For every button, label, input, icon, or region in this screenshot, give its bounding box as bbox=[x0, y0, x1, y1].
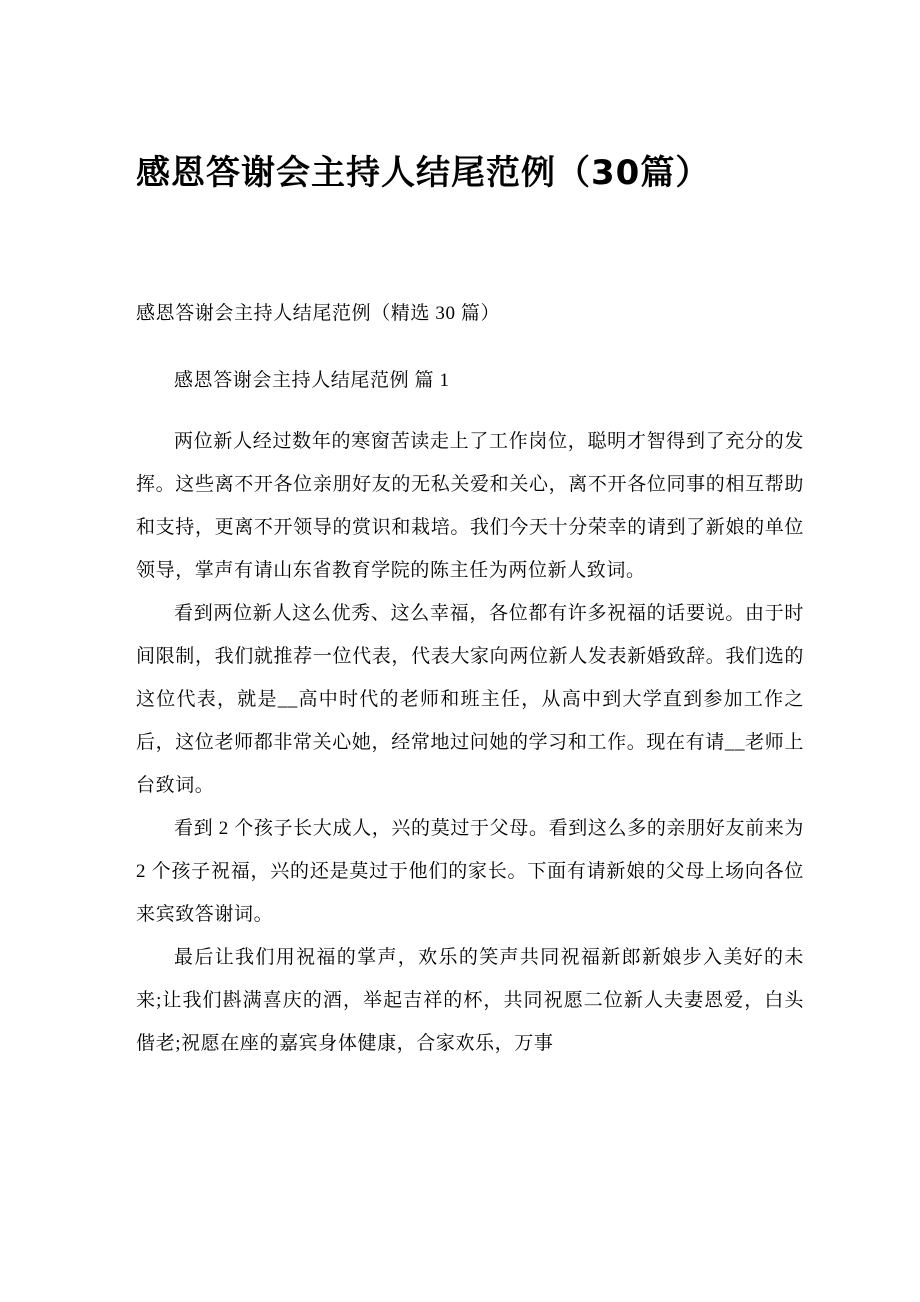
section-heading: 感恩答谢会主持人结尾范例 篇 1 bbox=[174, 370, 450, 391]
paragraph-1: 两位新人经过数年的寒窗苦读走上了工作岗位，聪明才智得到了充分的发挥。这些离不开各位亲朋好友的无私关爱和关心，离不开各位同事的相互帮助和支持，更离不开领导的赏识和栽培。我们今天十分荣幸的请到了新娘的单位领导，掌声有请山东省教育学院的陈主任为两位新人致词。 bbox=[136, 431, 804, 581]
paragraph-2: 看到两位新人这么优秀、这么幸福，各位都有许多祝福的话要说。由于时间限制，我们就推荐一位代表，代表大家向两位新人发表新婚致辞。我们选的这位代表，就是__高中时代的老师和班主任，从高中到大学直到参加工作之后，这位老师都非常关心她，经常地过问她的学习和工作。现在有请__老师上台致词。 bbox=[136, 603, 804, 796]
paragraph-3: 看到 2 个孩子长大成人，兴的莫过于父母。看到这么多的亲朋好友前来为 2 个孩子祝福，兴的还是莫过于他们的家长。下面有请新娘的父母上场向各位来宾致答谢词。 bbox=[136, 818, 804, 925]
page-title: 感恩答谢会主持人结尾范例（30篇） bbox=[136, 152, 711, 193]
paragraph-4: 最后让我们用祝福的掌声，欢乐的笑声共同祝福新郎新娘步入美好的未来;让我们斟满喜庆的酒，举起吉祥的杯，共同祝愿二位新人夫妻恩爱，白头偕老;祝愿在座的嘉宾身体健康，合家欢乐，万事 bbox=[136, 947, 804, 1054]
document-body bbox=[136, 292, 804, 1065]
document-subtitle: 感恩答谢会主持人结尾范例（精选 30 篇） bbox=[136, 303, 501, 324]
